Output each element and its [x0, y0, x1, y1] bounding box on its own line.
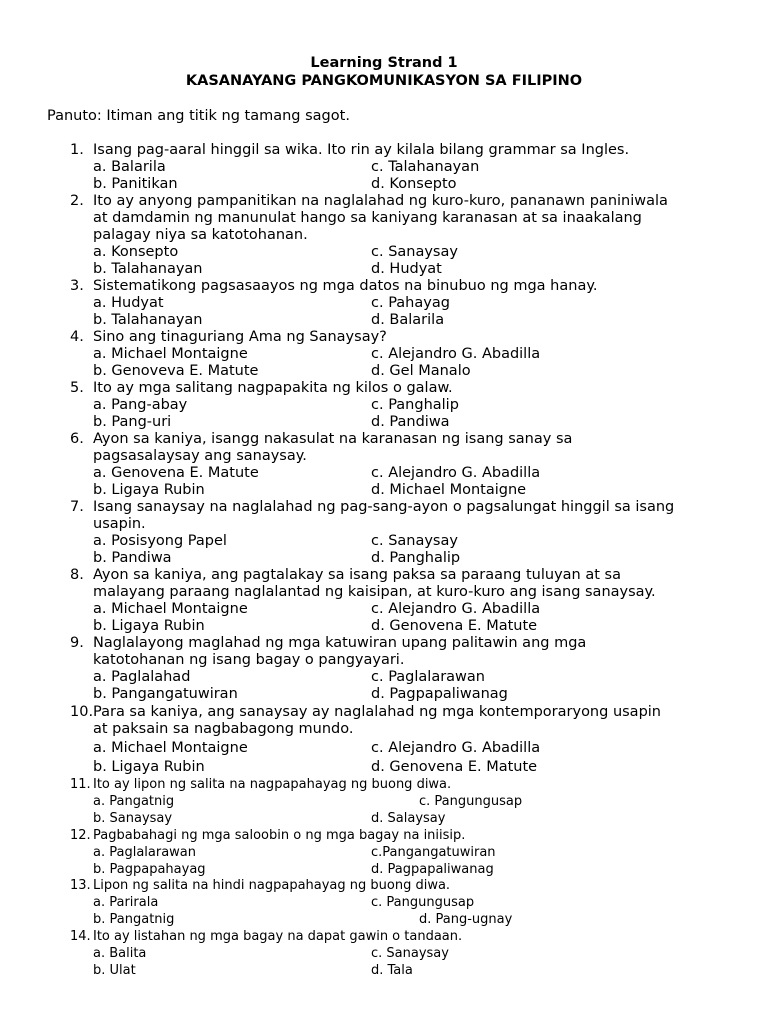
choice-c[interactable]: c. Sanaysay [371, 946, 449, 961]
choice-b[interactable]: b. Pandiwa [93, 550, 172, 566]
choice-a[interactable]: a. Michael Montaigne [93, 346, 248, 362]
choice-d[interactable]: d. Pang-ugnay [419, 912, 513, 927]
question-text: usapin. [93, 516, 146, 532]
choice-d[interactable]: d. Tala [371, 963, 413, 978]
question-text: Ito ay lipon ng salita na nagpapahayag ng buong diwa. [93, 777, 452, 792]
choice-d[interactable]: d. Genovena E. Matute [371, 759, 538, 775]
question-text: Pagbabahagi ng mga saloobin o ng mga bagay na iniisip. [93, 828, 466, 843]
question-text: katotohanan ng isang bagay o pangyayari. [93, 652, 405, 668]
choice-c[interactable]: c. Talahanayan [371, 159, 480, 175]
choice-a[interactable]: a. Michael Montaigne [93, 740, 248, 756]
question-text: Lipon ng salita na hindi nagpapahayag ng buong diwa. [93, 878, 451, 893]
choice-c[interactable]: c. Pangungusap [371, 895, 475, 910]
choice-a[interactable]: a. Pang-abay [93, 397, 188, 413]
question-number: 11. [70, 777, 91, 792]
question-number: 10. [70, 704, 94, 720]
choice-b[interactable]: b. Sanaysay [93, 811, 173, 826]
question-number: 7. [70, 499, 84, 515]
choice-a[interactable]: a. Parirala [93, 895, 159, 910]
choice-d[interactable]: d. Genovena E. Matute [371, 618, 538, 634]
question-number: 14. [70, 929, 91, 944]
question-text: Ito ay mga salitang nagpapakita ng kilos o galaw. [93, 380, 453, 396]
choice-c[interactable]: c. Alejandro G. Abadilla [371, 601, 541, 617]
choice-a[interactable]: a. Pangatnig [93, 794, 175, 809]
choice-a[interactable]: a. Posisyong Papel [93, 533, 227, 549]
choice-b[interactable]: b. Pangatnig [93, 912, 175, 927]
question-text: Para sa kaniya, ang sanaysay ay naglalahad ng mga kontemporaryong usapin [93, 704, 661, 720]
question-number: 4. [70, 329, 84, 345]
choice-d[interactable]: d. Pagpapaliwanag [371, 686, 508, 702]
question-text: Ito ay anyong pampanitikan na naglalahad ng kuro-kuro, pananawn paniniwala [93, 193, 668, 209]
choice-a[interactable]: a. Balarila [93, 159, 166, 175]
question-text: at damdamin ng manunulat hango sa kaniyang karanasan at sa inaakalang [93, 210, 642, 226]
choice-a[interactable]: a. Konsepto [93, 244, 179, 260]
choice-b[interactable]: b. Pang-uri [93, 414, 172, 430]
choice-c[interactable]: c. Sanaysay [371, 244, 458, 260]
question-number: 5. [70, 380, 84, 396]
choice-b[interactable]: b. Genoveva E. Matute [93, 363, 259, 379]
question-number: 8. [70, 567, 84, 583]
question-text: malayang paraang naglalantad ng kaisipan, at kuro-kuro ang isang sanaysay. [93, 584, 656, 600]
choice-d[interactable]: d. Balarila [371, 312, 445, 328]
choice-c[interactable]: c. Pangungusap [419, 794, 523, 809]
question-text: Ayon sa kaniya, isangg nakasulat na karanasan ng isang sanay sa [93, 431, 573, 447]
page-title: Learning Strand 1 [310, 55, 458, 71]
question-text: palagay niya sa katotohanan. [93, 227, 308, 243]
choice-c[interactable]: c. Panghalip [371, 397, 459, 413]
choice-b[interactable]: b. Ligaya Rubin [93, 482, 205, 498]
choice-a[interactable]: a. Balita [93, 946, 147, 961]
question-text: Ayon sa kaniya, ang pagtalakay sa isang paksa sa paraang tuluyan at sa [93, 567, 621, 583]
choice-d[interactable]: d. Pandiwa [371, 414, 450, 430]
question-number: 3. [70, 278, 84, 294]
choice-c[interactable]: c. Paglalarawan [371, 669, 485, 685]
question-text: Ito ay listahan ng mga bagay na dapat gawin o tandaan. [93, 929, 463, 944]
choice-c[interactable]: c. Alejandro G. Abadilla [371, 740, 541, 756]
choice-b[interactable]: b. Pagpapahayag [93, 862, 206, 877]
choice-c[interactable]: c.Pangangatuwiran [371, 845, 496, 860]
choice-b[interactable]: b. Talahanayan [93, 261, 203, 277]
choice-a[interactable]: a. Genovena E. Matute [93, 465, 259, 481]
choice-a[interactable]: a. Paglalarawan [93, 845, 197, 860]
choice-b[interactable]: b. Ligaya Rubin [93, 759, 205, 775]
choice-d[interactable]: d. Michael Montaigne [371, 482, 527, 498]
choice-b[interactable]: b. Talahanayan [93, 312, 203, 328]
instruction-text: Panuto: Itiman ang titik ng tamang sagot. [47, 108, 350, 124]
choice-a[interactable]: a. Michael Montaigne [93, 601, 248, 617]
choice-d[interactable]: d. Pagpapaliwanag [371, 862, 494, 877]
question-number: 1. [70, 142, 84, 158]
question-text: pagsasalaysay ang sanaysay. [93, 448, 307, 464]
choice-a[interactable]: a. Paglalahad [93, 669, 191, 685]
choice-b[interactable]: b. Panitikan [93, 176, 178, 192]
question-text: Sistematikong pagsasaayos ng mga datos na binubuo ng mga hanay. [93, 278, 598, 294]
question-text: Isang sanaysay na naglalahad ng pag-sang-ayon o pagsalungat hinggil sa isang [93, 499, 675, 515]
choice-d[interactable]: d. Konsepto [371, 176, 457, 192]
question-text: Sino ang tinaguriang Ama ng Sanaysay? [93, 329, 387, 345]
choice-d[interactable]: d. Hudyat [371, 261, 442, 277]
choice-c[interactable]: c. Pahayag [371, 295, 450, 311]
choice-d[interactable]: d. Salaysay [371, 811, 446, 826]
choice-b[interactable]: b. Ligaya Rubin [93, 618, 205, 634]
question-text: Isang pag-aaral hinggil sa wika. Ito rin ay kilala bilang grammar sa Ingles. [93, 142, 630, 158]
choice-c[interactable]: c. Alejandro G. Abadilla [371, 346, 541, 362]
question-number: 6. [70, 431, 84, 447]
choice-b[interactable]: b. Ulat [93, 963, 136, 978]
question-number: 13. [70, 878, 91, 893]
question-number: 2. [70, 193, 84, 209]
question-text: Naglalayong maglahad ng mga katuwiran upang palitawin ang mga [93, 635, 587, 651]
choice-d[interactable]: d. Gel Manalo [371, 363, 471, 379]
page-subtitle: KASANAYANG PANGKOMUNIKASYON SA FILIPINO [185, 73, 583, 89]
choice-a[interactable]: a. Hudyat [93, 295, 164, 311]
question-text: at paksain sa nagbabagong mundo. [93, 721, 354, 737]
question-number: 9. [70, 635, 84, 651]
question-number: 12. [70, 828, 91, 843]
choice-c[interactable]: c. Alejandro G. Abadilla [371, 465, 541, 481]
choice-d[interactable]: d. Panghalip [371, 550, 461, 566]
choice-c[interactable]: c. Sanaysay [371, 533, 458, 549]
choice-b[interactable]: b. Pangangatuwiran [93, 686, 238, 702]
